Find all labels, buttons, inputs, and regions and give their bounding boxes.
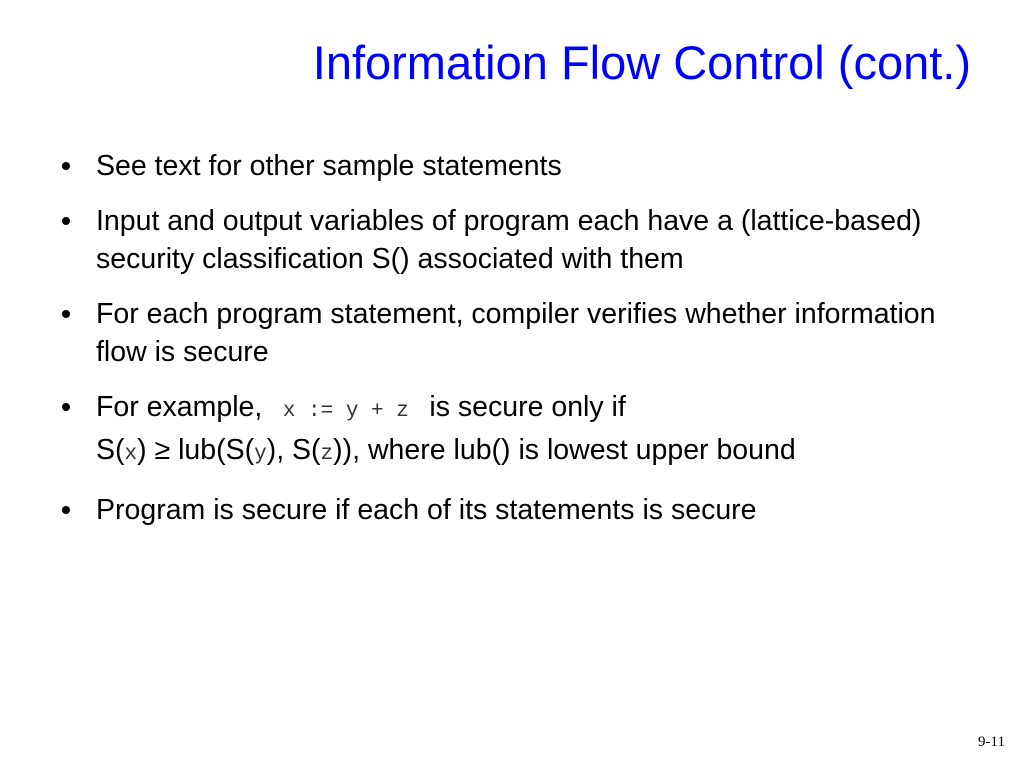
bullet-item <box>62 202 982 278</box>
bullet-dot-icon <box>62 403 70 411</box>
code-statement: x := y + z <box>270 400 422 423</box>
bullet-text: Input and output variables of program each have a (lattice-based) security classification S() associated with them <box>96 205 922 275</box>
bullet-list <box>62 147 982 546</box>
bullet-dot-icon <box>62 162 70 170</box>
bullet-text: Program is secure if each of its statements is secure <box>96 494 757 526</box>
bullet-text-part: is secure only if <box>421 391 626 423</box>
code-variable-x: x <box>124 443 138 466</box>
bullet-item <box>62 147 982 185</box>
code-variable-z: z <box>320 443 334 466</box>
bullet-item <box>62 388 982 474</box>
bullet-text-part: S( <box>96 434 125 466</box>
bullet-text-part: ), S( <box>266 434 321 466</box>
code-variable-y: y <box>254 443 267 466</box>
bullet-text-part: ) ≥ lub(S( <box>137 434 255 466</box>
bullet-text-part: For example, <box>96 391 271 423</box>
bullet-item <box>62 295 982 371</box>
bullet-dot-icon <box>62 217 70 225</box>
bullet-text: See text for other sample statements <box>96 150 562 182</box>
bullet-item <box>62 491 982 529</box>
slide-number: 9-11 <box>978 734 1005 750</box>
bullet-text: For each program statement, compiler verifies whether information flow is secure <box>96 298 936 368</box>
slide-title: Information Flow Control (cont.) <box>312 36 971 89</box>
bullet-dot-icon <box>62 506 70 514</box>
bullet-dot-icon <box>62 310 70 318</box>
bullet-text-part: )), where lub() is lowest upper bound <box>333 434 796 466</box>
